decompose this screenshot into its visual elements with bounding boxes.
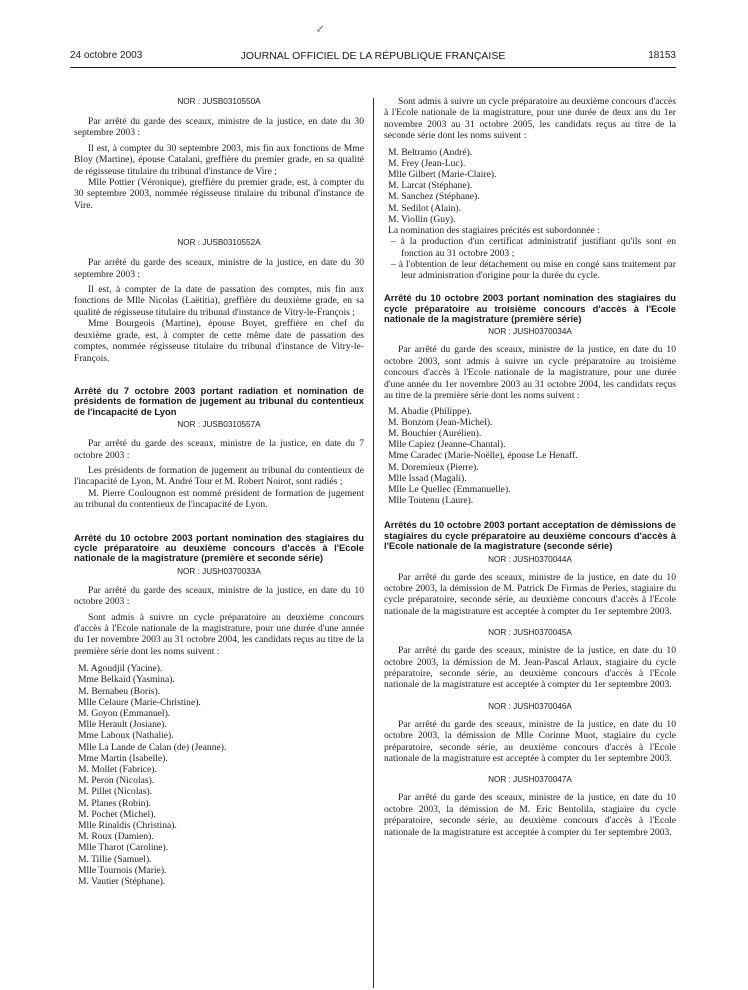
nor-reference: NOR : JUSB0310557A	[177, 420, 261, 430]
decree-block-5	[384, 293, 676, 506]
nor-reference: NOR : JUSB0310552A	[177, 238, 261, 248]
list-item: Mlle Rinaldis (Christina).	[78, 820, 177, 832]
decree-block-6	[384, 520, 676, 838]
section-title: Arrêtés du 10 octobre 2003 portant acceptation de démissions de stagiaires du cycle préparatoire au deuxième concours d'accès à l'Ecole nationale de la magistrature (seconde série)	[384, 519, 676, 552]
paragraph: Les présidents de formation de jugement au tribunal du contentieux de l'incapacité de Lyon, M. André Tour et M. Robert Noirot, sont radiés ;	[74, 464, 364, 488]
list-item: Mlle Le Quellec (Emmanuelle).	[388, 483, 511, 495]
list-item: Mlle Celaure (Marie-Christine).	[78, 696, 201, 708]
list-item: M. Doremieux (Pierre).	[388, 461, 479, 473]
paragraph: Il est, à compter de la date de passation des comptes, mis fin aux fonctions de Mlle Nicolas (Laëtitia), greffière du deuxième grade, en sa qualité de régisseuse titulaire du tribunal d'instance de Vitry-le-François ;	[74, 284, 364, 318]
decree-block-2	[74, 237, 364, 364]
paragraph: Par arrêté du garde des sceaux, ministre de la justice, en date du 10 octobre 2003, sont admis à suivre un cycle préparatoire au troisième concours d'accès à l'Ecole nationale de la magistrature, pour une durée d'une année du 1er novembre 2003 au 31 octobre 2004, les candidats reçus au titre de la première série dont les noms suivent :	[384, 344, 676, 402]
paragraph: Mlle Pottier (Véronique), greffière du premier grade, est, à compter du 30 septembre 2003, nommée régisseuse titulaire du tribunal d'instance de Vire.	[74, 177, 364, 211]
paragraph: Par arrêté du garde des sceaux, ministre de la justice, en date du 7 octobre 2003 :	[74, 438, 364, 461]
list-item: – à la production d'un certificat administratif justifiant qu'ils sont en fonction au 31 octobre 2003 ;	[391, 236, 676, 259]
list-item: Mlle Herault (Josiane).	[78, 719, 167, 731]
journal-title: JOURNAL OFFICIEL DE LA RÉPUBLIQUE FRANÇAISE	[240, 50, 506, 62]
list-item: M. Pillet (Nicolas).	[78, 786, 153, 798]
list-item: M. Roux (Damien).	[78, 831, 154, 843]
list-item: M. Tillie (Samuel).	[78, 853, 152, 865]
name-list	[384, 406, 676, 507]
right-column	[384, 96, 676, 838]
nor-reference: NOR : JUSH0370045A	[488, 628, 572, 638]
paragraph: Il est, à compter du 30 septembre 2003, mis fin aux fonctions de Mme Bloy (Martine), épouse Catalani, greffière du premier grade, en sa qualité de régisseuse titulaire du tribunal d'instance de Vire ;	[74, 142, 364, 177]
page-header	[70, 49, 676, 63]
list-item: M. Planes (Robin).	[78, 797, 152, 809]
paragraph: M. Pierre Coulougnon est nommé président de formation de jugement au tribunal du contentieux de l'incapacité de Lyon.	[74, 487, 364, 511]
header-rule	[70, 67, 676, 68]
paragraph: Sont admis à suivre un cycle préparatoire au deuxième concours d'accès à l'Ecole nationale de la magistrature, pour une durée de deux ans du 1er novembre 2003 au 31 octobre 2005, les candidats reçus au titre de la seconde série dont les noms suivent :	[384, 96, 676, 142]
list-item: Mlle Issad (Magali).	[388, 472, 467, 484]
decree-block-4	[74, 533, 364, 888]
decree-block-1	[74, 96, 364, 211]
list-item: Mme Belkaid (Yasmina).	[78, 674, 175, 686]
name-list	[384, 147, 676, 225]
list-item: M. Sanchez (Stéphane).	[388, 191, 480, 203]
list-item: M. Agoudjil (Yacine).	[78, 663, 163, 675]
paragraph: Par arrêté du garde des sceaux, ministre de la justice, en date du 10 octobre 2003 :	[74, 584, 364, 608]
list-item: M. Bouchier (Aurélien).	[388, 427, 482, 439]
header-date: 24 octobre 2003	[70, 50, 143, 61]
list-item: M. Peron (Nicolas).	[78, 775, 155, 787]
nor-reference: NOR : JUSB0310550A	[177, 97, 261, 106]
name-list	[74, 663, 364, 887]
paragraph: Par arrêté du garde des sceaux, ministre de la justice, en date du 10 octobre 2003, la démission de M. Jean-Pascal Arlaux, stagiaire du cycle préparatoire, seconde série, au deuxième concours d'accès à l'Ecole nationale de la magistrature est acceptée à compter du 1er septembre 2003.	[384, 645, 676, 691]
list-item: Mlle Toutenu (Laure).	[388, 495, 474, 507]
section-title: Arrêté du 7 octobre 2003 portant radiation et nomination de présidents de formation de jugement au tribunal du contentieux de l'incapacité de Lyon	[74, 384, 364, 417]
list-item: M. Bernabeu (Boris).	[78, 685, 161, 697]
nor-reference: NOR : JUSH0370046A	[488, 701, 572, 711]
page-number: 18153	[648, 50, 676, 61]
list-item: M. Frey (Jean-Luc).	[388, 157, 466, 169]
paragraph: La nomination des stagiaires précités est subordonnée :	[388, 225, 600, 237]
list-item: Mme Caradec (Marie-Noëlle), épouse Le Henaff.	[388, 450, 578, 462]
nor-reference: NOR : JUSH0370044A	[488, 554, 572, 564]
paragraph: Sont admis à suivre un cycle préparatoire au deuxième concours d'accès à l'Ecole nationale de la magistrature, pour une durée d'une année du 1er novembre 2003 au 31 octobre 2004, les candidats reçus au titre de la première série dont les noms suivent :	[74, 611, 364, 657]
list-item: M. Pochet (Michel).	[78, 808, 156, 820]
list-item: M. Larcat (Stéphane).	[388, 180, 473, 192]
section-title: Arrêté du 10 octobre 2003 portant nomination des stagiaires du cycle préparatoire au troisième concours d'accès à l'Ecole nationale de la magistrature (première série)	[384, 292, 676, 325]
list-item: Mlle La Lande de Calan (de) (Jeanne).	[78, 741, 227, 753]
list-item: M. Abadie (Philippe).	[388, 405, 472, 417]
list-item: M. Sedilot (Alain).	[388, 202, 462, 214]
nor-reference: NOR : JUSH0370033A	[177, 566, 261, 576]
left-column	[74, 96, 364, 887]
paragraph: Par arrêté du garde des sceaux, ministre de la justice, en date du 30 septembre 2003 :	[74, 257, 364, 280]
margin-mark: ↙	[316, 24, 325, 35]
list-item: M. Mollet (Fabrice).	[78, 764, 157, 776]
paragraph: Par arrêté du garde des sceaux, ministre de la justice, en date du 30 septembre 2003 :	[74, 116, 364, 139]
paragraph: Par arrêté du garde des sceaux, ministre de la justice, en date du 10 octobre 2003, la démission de Mlle Corinne Muot, stagiaire du cycle préparatoire, seconde série, au deuxième concours d'accès à l'Ecole nationale de la magistrature est acceptée à compter du 1er septembre 2003.	[384, 718, 676, 765]
paragraph: Par arrêté du garde des sceaux, ministre de la justice, en date du 10 octobre 2003, la démission de M. Eric Bentolila, stagiaire du cycle préparatoire, seconde série, au deuxième concours d'accès à l'Ecole nationale de la magistrature est acceptée à compter du 1er septembre 2003.	[384, 792, 676, 838]
list-item: Mme Laboux (Nathalie).	[78, 730, 174, 742]
list-item: M. Vautier (Stéphane).	[78, 876, 166, 888]
decree-block-3	[74, 386, 364, 511]
decree-block-continued	[384, 96, 676, 281]
list-item: Mlle Tournois (Marie).	[78, 864, 167, 876]
list-item: M. Viollin (Guy).	[388, 213, 456, 225]
list-item: M. Goyon (Emmanuel).	[78, 708, 171, 720]
list-item: – à l'obtention de leur détachement ou mise en congé sans traitement par leur administration d'origine pour la durée du cycle.	[391, 258, 676, 282]
list-item: Mme Martin (Isabelle).	[78, 752, 168, 764]
list-item: M. Beltramo (André).	[388, 146, 473, 158]
condition-list	[384, 236, 676, 281]
column-divider	[373, 98, 374, 988]
nor-reference: NOR : JUSH0370047A	[488, 775, 572, 785]
paragraph: Mme Bourgeois (Martine), épouse Boyet, greffière en chef du deuxième grade, est, à compter de cette même date de passation des comptes, nommée régisseuse titulaire du tribunal d'instance de Vitry-le-François.	[74, 318, 364, 364]
nor-reference: NOR : JUSH0370034A	[488, 327, 572, 337]
list-item: Mlle Gilbert (Marie-Claire).	[388, 169, 497, 181]
section-title: Arrêté du 10 octobre 2003 portant nomination des stagiaires du cycle préparatoire au deuxième concours d'accès à l'Ecole nationale de la magistrature (première et seconde série)	[74, 531, 364, 564]
list-item: Mlle Capiez (Jeanne-Chantal).	[388, 439, 506, 451]
paragraph: Par arrêté du garde des sceaux, ministre de la justice, en date du 10 octobre 2003, la démission de M. Patrick De Firmas de Peries, stagiaire du cycle préparatoire, seconde série, au deuxième concours d'accès à l'Ecole nationale de la magistrature est acceptée à compter du 1er septembre 2003.	[384, 571, 676, 617]
list-item: M. Bonzom (Jean-Michel).	[388, 416, 493, 428]
list-item: Mlle Tharot (Caroline).	[78, 842, 169, 854]
